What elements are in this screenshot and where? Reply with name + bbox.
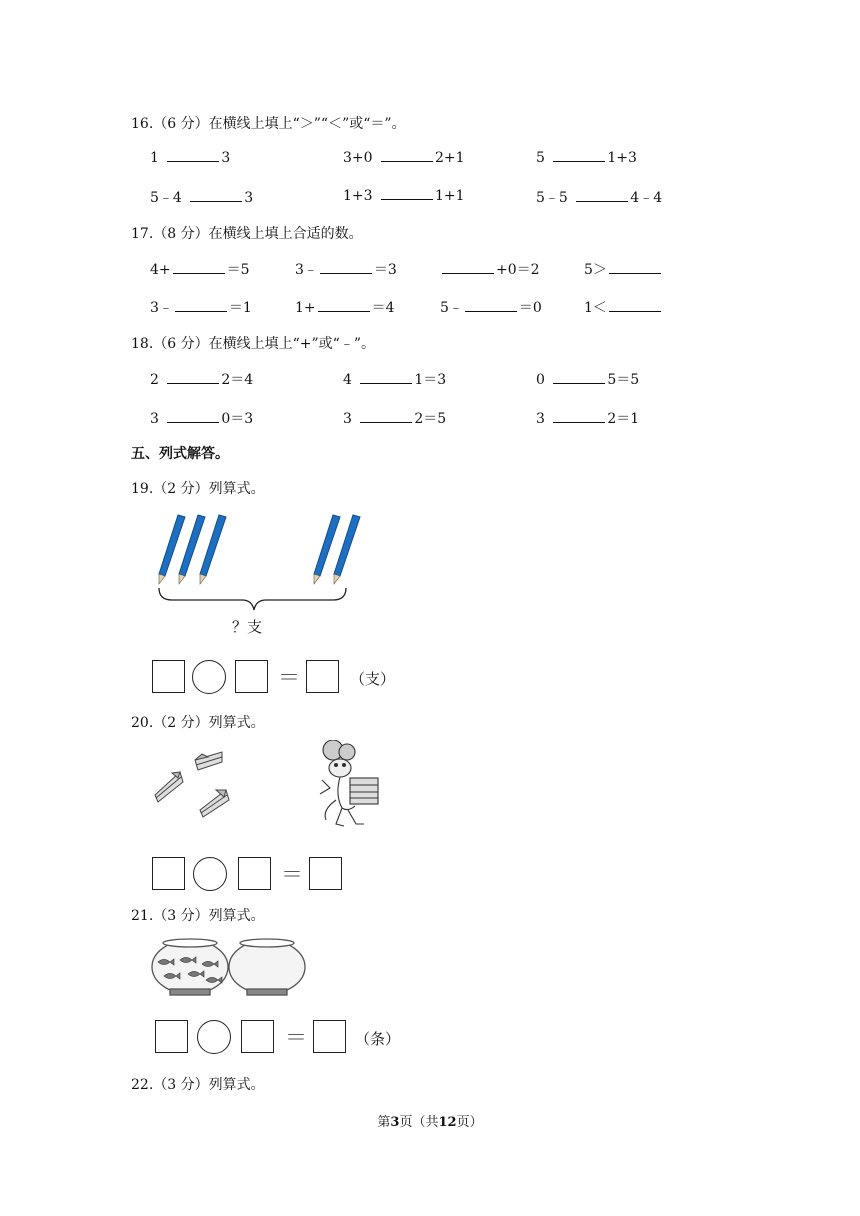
q17-item: +0＝2 [440,259,540,279]
unit-label: （条） [355,1030,401,1048]
q17-item: 1+ ＝4 [295,300,395,316]
operator-circle[interactable] [193,857,227,891]
q18-item: 2 2＝4 [150,372,254,388]
q17-item: 5﹣ ＝0 [440,300,542,316]
q16-item: 5﹣5 4﹣4 [536,190,663,206]
answer-blank[interactable] [173,261,225,274]
q16-item: 1 3 [150,150,231,166]
cake-slice-icon [200,790,229,817]
q19-title: 19.（2 分）列算式。 [131,481,265,497]
q17-title: 17.（8 分）在横线上填上合适的数。 [131,226,363,242]
fish-bowl-icon [229,939,305,995]
q21-title: 21.（3 分）列算式。 [131,908,265,924]
q16-item: 5﹣4 3 [150,190,254,206]
answer-box[interactable] [313,1020,346,1053]
q18-item: 3 2＝1 [536,411,640,427]
answer-box[interactable] [152,857,185,890]
mouse-icon [320,740,378,826]
q18-item: 3 0＝3 [150,411,254,427]
equals-sign: ＝ [278,666,301,691]
answer-blank[interactable] [381,187,433,200]
q18-item: 0 5＝5 [536,372,640,388]
cake-slice-icon [155,772,183,802]
answer-blank[interactable] [576,189,628,202]
q22-title: 22.（3 分）列算式。 [131,1077,265,1093]
cake-slice-icon [195,752,222,770]
q17-item: 4+ ＝5 [150,262,250,278]
q16-title: 16.（6 分）在横线上填上“＞”“＜”或“＝”。 [131,116,406,132]
q16-item: 1+3 1+1 [343,188,465,204]
q18-item: 3 2＝5 [343,411,447,427]
answer-box[interactable] [235,660,268,693]
section-title: 五、列式解答。 [131,446,229,462]
q18-title: 18.（6 分）在横线上填上“+”或“﹣”。 [131,336,375,352]
pencil-icon [334,515,360,584]
answer-blank[interactable] [553,410,605,423]
q17-item: 3﹣ ＝3 [295,262,397,278]
answer-blank[interactable] [609,261,661,274]
q17-item: 1＜ [584,297,663,317]
answer-blank[interactable] [442,261,494,274]
answer-blank[interactable] [320,261,372,274]
cake-slices-figure [150,740,400,835]
answer-blank[interactable] [553,149,605,162]
page-footer: 第3页（共12页） [377,1115,483,1130]
answer-blank[interactable] [167,149,219,162]
fish-bowls-figure [150,936,310,1002]
answer-blank[interactable] [360,371,412,384]
answer-blank[interactable] [167,371,219,384]
answer-blank[interactable] [553,371,605,384]
unit-label: （支） [350,670,396,688]
answer-box[interactable] [238,857,271,890]
q17-item: 5＞ [584,259,663,279]
q18-item: 4 1＝3 [343,372,447,388]
equals-sign: ＝ [285,1026,308,1051]
answer-box[interactable] [306,660,339,693]
answer-box[interactable] [152,660,185,693]
answer-blank[interactable] [190,189,242,202]
answer-blank[interactable] [609,299,661,312]
equals-sign: ＝ [281,863,304,888]
operator-circle[interactable] [192,660,226,694]
q16-item: 5 1+3 [536,150,637,166]
answer-blank[interactable] [465,299,517,312]
answer-blank[interactable] [318,299,370,312]
operator-circle[interactable] [197,1020,231,1054]
answer-blank[interactable] [381,149,433,162]
q17-item: 3﹣ ＝1 [150,300,252,316]
answer-blank[interactable] [175,299,227,312]
answer-box[interactable] [155,1020,188,1053]
answer-box[interactable] [309,857,342,890]
answer-blank[interactable] [167,410,219,423]
answer-box[interactable] [241,1020,274,1053]
brace-icon [159,588,346,610]
answer-blank[interactable] [360,410,412,423]
q20-title: 20.（2 分）列算式。 [131,715,265,731]
pencil-icon [200,515,226,584]
q16-item: 3+0 2+1 [343,150,465,166]
fish-bowl-icon [152,939,228,995]
brace-label: ？支 [232,618,263,636]
